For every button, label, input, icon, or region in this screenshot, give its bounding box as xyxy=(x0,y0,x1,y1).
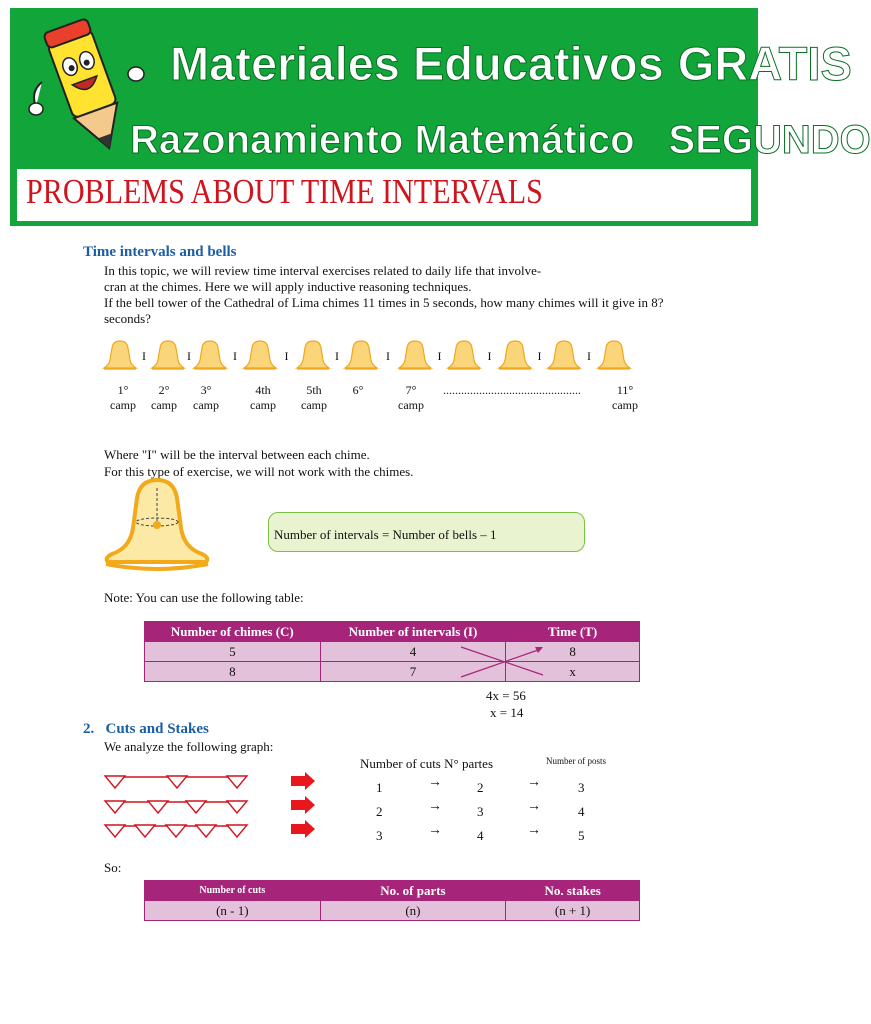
sequence-value: 2 xyxy=(376,804,383,819)
paragraph-line: cran at the chimes. Here we will apply inductive reasoning techniques. xyxy=(104,279,472,294)
sequence-value: 1 xyxy=(376,780,383,795)
grade-label: SEGUNDO xyxy=(668,118,871,162)
equation-line: 4x = 56 xyxy=(486,688,526,703)
interval-mark: I xyxy=(233,349,237,363)
sequence-value: 3 xyxy=(477,804,484,819)
interval-mark: I xyxy=(187,349,191,363)
table-cell: 8 xyxy=(145,662,321,682)
bell-icon xyxy=(193,340,227,372)
table-header-row xyxy=(145,622,640,642)
bell-icon xyxy=(103,340,137,372)
red-arrow-icon xyxy=(291,772,315,838)
table-header-cell: Number of intervals (I) xyxy=(320,622,506,642)
bell-icon xyxy=(498,340,532,372)
big-bell-icon xyxy=(100,478,215,570)
table-header-cell: Number of cuts xyxy=(145,881,321,901)
cuts-diagram xyxy=(100,772,325,842)
column-label-cuts: Number of cuts N° partes xyxy=(360,756,494,771)
sequence-value: 4 xyxy=(578,804,585,819)
bells-row xyxy=(0,340,768,375)
brand-name: Materiales Educativos xyxy=(170,37,664,90)
column-label-posts: Number of posts xyxy=(546,756,606,766)
bell-label: 3° camp xyxy=(193,383,219,412)
table-header-cell: No. stakes xyxy=(506,881,640,901)
table-row xyxy=(145,662,640,682)
interval-mark: I xyxy=(537,349,542,363)
table-row xyxy=(145,901,640,921)
table-cell: (n + 1) xyxy=(506,901,640,921)
table-cell: 7 xyxy=(320,662,506,682)
table-header-row xyxy=(145,881,640,901)
paragraph-line: If the bell tower of the Cathedral of Lima chimes 11 times in 5 seconds, how many chimes will it give in 8? xyxy=(104,295,664,310)
bell-label: 5th camp xyxy=(301,383,327,412)
formula-text: Number of intervals = Number of bells – 1 xyxy=(274,527,497,542)
brand-title xyxy=(170,36,852,91)
bell-label: 2° camp xyxy=(151,383,177,412)
paragraph-line: In this topic, we will review time interval exercises related to daily life that involve- xyxy=(104,263,542,278)
interval-mark: I xyxy=(335,349,339,363)
table-row xyxy=(145,642,640,662)
bell-label: 7° camp xyxy=(398,383,424,412)
table-header-cell: Time (T) xyxy=(506,622,640,642)
bell-icon xyxy=(344,340,378,372)
bell-label: 6° xyxy=(352,383,364,397)
table-cell: (n - 1) xyxy=(145,901,321,921)
formula-table xyxy=(144,880,640,921)
cross-multiply-arrows-icon xyxy=(455,641,550,683)
interval-mark: I xyxy=(284,349,289,363)
interval-mark: I xyxy=(587,349,591,363)
page-title: PROBLEMS ABOUT TIME INTERVALS xyxy=(26,172,543,211)
bell-label: 1° camp xyxy=(110,383,136,412)
bell-icon xyxy=(597,340,631,372)
paragraph-line: seconds? xyxy=(104,311,151,326)
table-cell: 4 xyxy=(320,642,506,662)
table-cell: 8 xyxy=(506,642,640,662)
section-heading-cuts xyxy=(83,721,209,738)
explanation-line: For this type of exercise, we will not work with the chimes. xyxy=(104,464,414,479)
explanation-line: Where "I" will be the interval between each chime. xyxy=(104,447,370,462)
interval-mark: I xyxy=(142,349,146,363)
so-label: So: xyxy=(104,860,122,875)
right-arrow-icon: → xyxy=(527,799,541,814)
gratis-label: GRATIS xyxy=(677,37,852,90)
table-cell: 5 xyxy=(145,642,321,662)
section-title: Cuts and Stakes xyxy=(105,721,209,737)
bell-label: 4th camp xyxy=(250,383,276,412)
sequence-value: 4 xyxy=(477,828,484,843)
interval-mark: I xyxy=(386,349,390,363)
intro-text: We analyze the following graph: xyxy=(104,739,274,754)
bell-icon xyxy=(398,340,432,372)
sequence-value: 3 xyxy=(578,780,585,795)
right-arrow-icon: → xyxy=(428,799,442,814)
sequence-value: 5 xyxy=(578,828,585,843)
bell-icon xyxy=(547,340,581,372)
interval-mark: I xyxy=(487,349,492,363)
right-arrow-icon: → xyxy=(428,823,442,838)
sequence-value: 2 xyxy=(477,780,484,795)
right-arrow-icon: → xyxy=(527,775,541,790)
equation-line: x = 14 xyxy=(490,705,524,720)
section-heading-bells: Time intervals and bells xyxy=(83,244,237,260)
bell-icon xyxy=(151,340,185,372)
subject-line xyxy=(130,118,871,163)
right-arrow-icon: → xyxy=(428,775,442,790)
bell-icon xyxy=(447,340,481,372)
table-cell: x xyxy=(506,662,640,682)
note-text: Note: You can use the following table: xyxy=(104,590,304,605)
right-arrow-icon: → xyxy=(527,823,541,838)
subject-label: Razonamiento Matemático xyxy=(130,118,635,162)
bell-icon xyxy=(243,340,277,372)
interval-mark: I xyxy=(437,349,442,363)
bell-icon xyxy=(296,340,330,372)
dots-ellipsis: .............................................. xyxy=(443,383,581,397)
sequence-value: 3 xyxy=(376,828,383,843)
table-cell: (n) xyxy=(320,901,506,921)
chimes-table xyxy=(144,621,640,682)
table-header-cell: No. of parts xyxy=(320,881,506,901)
table-header-cell: Number of chimes (C) xyxy=(145,622,321,642)
bell-label: 11° camp xyxy=(612,383,638,412)
section-number: 2. xyxy=(83,721,95,737)
